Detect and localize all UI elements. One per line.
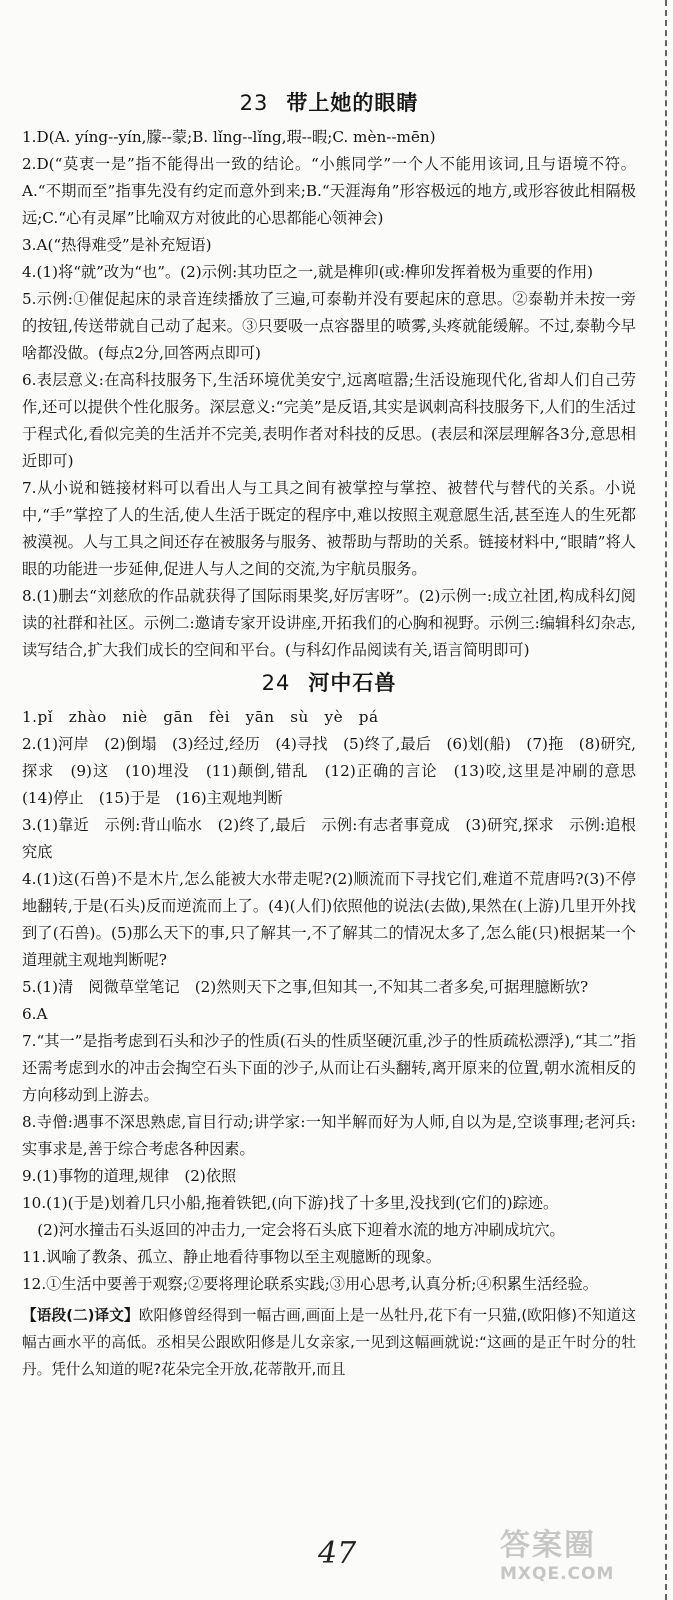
answer-item: 1.D(A. yíng--yín,朦--蒙;B. lǐng--lǐng,瑕--暇;C. mèn--mēn): [22, 128, 436, 146]
answer-item: 11.讽喻了教条、孤立、静止地看待事物以至主观臆断的现象。: [22, 1248, 442, 1266]
answer-item: 8.(1)删去“刘慈欣的作品就获得了国际雨果奖,好厉害呀”。(2)示例一:成立社团,构成科幻阅读的社群和社区。示例二:邀请专家开设讲座,开拓我们的心胸和视野。示例三:编辑科幻杂志,读写结合,扩大我们成长的空间和平台。(与科幻作品阅读有关,语言简明即可): [22, 587, 636, 659]
section-number: 23: [239, 91, 269, 115]
answer-item: 3.(1)靠近 示例:背山临水 (2)终了,最后 示例:有志者事竟成 (3)研究,探求 示例:追根究底: [22, 816, 636, 861]
binding-cut-line: [665, 0, 667, 1600]
watermark-url: MXQE.COM: [500, 1564, 615, 1584]
section-title: 河中石兽: [308, 671, 397, 695]
watermark-logo: [500, 1520, 660, 1596]
answer-item: 12.①生活中要善于观察;②要将理论联系实践;③用心思考,认真分析;④积累生活经验。: [22, 1275, 598, 1293]
answer-item: 8.寺僧:遇事不深思熟虑,盲目行动;讲学家:一知半解而好为人师,自以为是,空谈事理;老河兵:实事求是,善于综合考虑各种因素。: [22, 1113, 636, 1158]
section-heading-23: [22, 86, 636, 120]
answer-item: 6.表层意义:在高科技服务下,生活环境优美安宁,远离喧嚣;生活设施现代化,省却人们自己劳作,还可以提供个性化服务。深层意义:“完美”是反语,其实是讽刺高科技服务下,人们的生活过于程式化,看似完美的生活并不完美,表明作者对科技的反思。(表层和深层理解各3分,意思相近即可): [22, 371, 636, 470]
section-number: 24: [261, 671, 291, 695]
translation-paragraph: [22, 1302, 636, 1383]
section-title: 带上她的眼睛: [286, 91, 419, 115]
answer-item: 4.(1)将“就”改为“也”。(2)示例:其功臣之一,就是榫卯(或:榫卯发挥着极为重要的作用): [22, 263, 594, 281]
pinyin-answer: 1.pǐ zhào niè gān fèi yān sù yè pá: [22, 708, 379, 726]
answer-item: 4.(1)这(石兽)不是木片,怎么能被大水带走呢?(2)顺流而下寻找它们,难道不荒唐吗?(3)不停地翻转,于是(石头)反而逆流而上了。(4)(人们)依照他的说法(去做),果然在(上游)几里开外找到了(石兽)。(5)那么天下的事,只了解其一,不了解其二的情况太多了,怎么能(只)根据某一个道理就主观地判断呢?: [22, 870, 636, 969]
translation-label: 【语段(二)译文】: [22, 1307, 139, 1324]
page-number: 47: [318, 1536, 357, 1571]
translation-text: 欧阳修曾经得到一幅古画,画面上是一丛牡丹,花下有一只猫,(欧阳修)不知道这幅古画水平的高低。丞相吴公跟欧阳修是儿女亲家,一见到这幅画就说:“这画的是正午时分的牡丹。凭什么知道的呢?花朵完全开放,花蒂散开,而且: [22, 1307, 636, 1378]
answer-item: 6.A: [22, 1005, 48, 1023]
answer-item: 10.(1)(于是)划着几只小船,拖着铁钯,(向下游)找了十多里,没找到(它们的)踪迹。: [22, 1194, 559, 1212]
answer-item: (2)河水撞击石头返回的冲击力,一定会将石头底下迎着水流的地方冲刷成坑穴。: [22, 1221, 565, 1239]
answer-item: 3.A(“热得难受”是补充短语): [22, 236, 212, 254]
answer-item: 9.(1)事物的道理,规律 (2)依照: [22, 1167, 237, 1185]
answer-item: 2.(1)河岸 (2)倒塌 (3)经过,经历 (4)寻找 (5)终了,最后 (6)划(船) (7)拖 (8)研究,探求 (9)这 (10)埋没 (11)颠倒,错乱 (12)正确的言论 (13)咬,这里是冲刷的意思 (14)停止 (15)于是 (16)主观地判断: [22, 735, 652, 807]
answer-item: 5.(1)清 阅微草堂笔记 (2)然则天下之事,但知其一,不知其二者多矣,可据理臆断欤?: [22, 978, 589, 996]
watermark-title: 答案圈: [500, 1528, 596, 1563]
answer-item: 7.“其一”是指考虑到石头和沙子的性质(石头的性质坚硬沉重,沙子的性质疏松漂浮),“其二”指还需考虑到水的冲击会掏空石头下面的沙子,从而让石头翻转,离开原来的位置,朝水流相反的方向移动到上游去。: [22, 1032, 636, 1104]
answer-item: 2.D(“莫衷一是”指不能得出一致的结论。“小熊同学”一个人不能用该词,且与语境不符。A.“不期而至”指事先没有约定而意外到来;B.“天涯海角”形容极远的地方,或形容彼此相隔极远;C.“心有灵犀”比喻双方对彼此的心思都能心领神会): [22, 155, 636, 227]
section-heading-24: [22, 666, 636, 700]
answer-content: [22, 86, 652, 1383]
answer-item: 7.从小说和链接材料可以看出人与工具之间有被掌控与掌控、被替代与替代的关系。小说中,“手”掌控了人的生活,使人生活于既定的程序中,难以按照主观意愿生活,甚至连人的生死都被漠视。人与工具之间还存在被服务与服务、被帮助与帮助的关系。链接材料中,“眼睛”将人眼的功能进一步延伸,促进人与人之间的交流,为宇航员服务。: [22, 479, 636, 578]
answer-item: 5.示例:①催促起床的录音连续播放了三遍,可泰勒并没有要起床的意思。②泰勒并未按一旁的按钮,传送带就自己动了起来。③只要吸一点容器里的喷雾,头疼就能缓解。不过,泰勒今早啥都没做。(每点2分,回答两点即可): [22, 290, 636, 362]
